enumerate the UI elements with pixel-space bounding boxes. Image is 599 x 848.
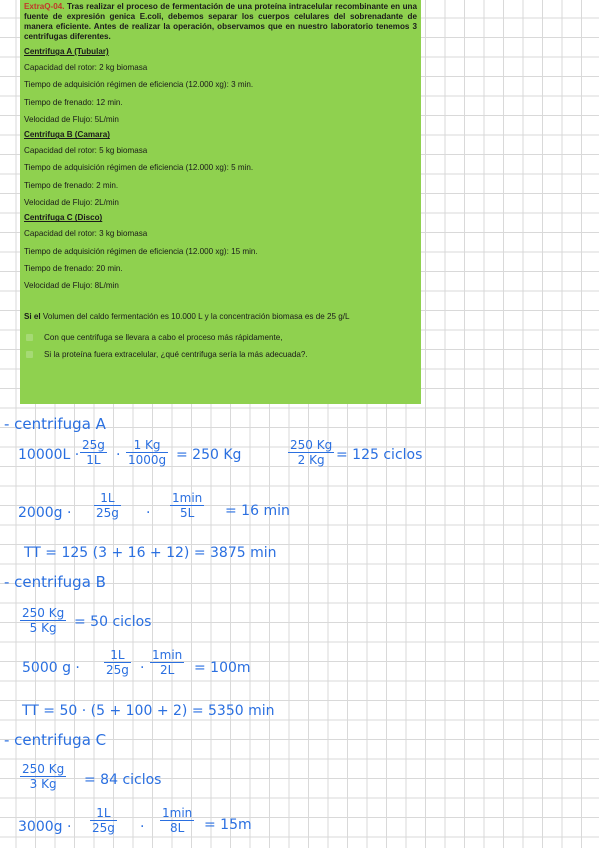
note-a-mass-result: = 250 Kg	[176, 447, 242, 463]
fraction-numerator: 1min	[152, 648, 183, 662]
note-a-dot: ·	[116, 447, 121, 463]
note-heading-b: - centrifuga B	[4, 573, 106, 591]
note-b2-fraction-time	[150, 648, 184, 677]
question-text: Con que centrifuga se llevara a cabo el proceso más rápidamente,	[44, 332, 283, 342]
fraction-denominator: 1000g	[128, 453, 167, 467]
fraction-denominator: 2 Kg	[297, 453, 325, 467]
bullet-icon	[26, 334, 33, 341]
fraction-numerator: 250 Kg	[22, 606, 65, 620]
note-b2-dot: ·	[140, 660, 145, 676]
fraction-denominator: 2L	[159, 663, 175, 677]
centrifuge-c-acquisition-time: Tiempo de adquisición régimen de eficiencia (12.000 xg): 15 min.	[24, 246, 258, 256]
centrifuge-a-flow-rate: Velocidad de Flujo: 5L/min	[24, 114, 119, 124]
fraction-numerator: 1min	[172, 491, 203, 505]
question-text: Si la proteína fuera extracelular, ¿qué centrifuga sería la más adecuada?.	[44, 349, 308, 359]
centrifuge-c-braking-time: Tiempo de frenado: 20 min.	[24, 263, 123, 273]
note-heading-c: - centrifuga C	[4, 731, 107, 749]
centrifuge-c-capacity: Capacidad del rotor: 3 kg biomasa	[24, 229, 148, 239]
problem-statement	[24, 310, 417, 323]
centrifuge-a-braking-time: Tiempo de frenado: 12 min.	[24, 97, 123, 107]
bullet-icon	[26, 351, 33, 358]
note-a2-fraction-volume	[94, 491, 121, 520]
fraction-denominator: 25g	[96, 506, 119, 520]
centrifuge-b-capacity: Capacidad del rotor: 5 kg biomasa	[24, 146, 148, 156]
centrifuge-b-title: Centrifuga B (Camara)	[24, 130, 110, 140]
statement-text: Volumen del caldo fermentación es 10.000 L y la concentración biomasa es de 25 g/L	[40, 311, 350, 321]
note-c-cycles: = 84 ciclos	[84, 772, 162, 788]
fraction-denominator: 5L	[179, 506, 195, 520]
centrifuge-a-capacity: Capacidad del rotor: 2 kg biomasa	[24, 63, 148, 72]
centrifuge-a-title: Centrifuga A (Tubular)	[24, 47, 109, 56]
note-a-total-time: TT = 125 (3 + 16 + 12) = 3875 min	[24, 545, 277, 561]
fraction-numerator: 1L	[94, 491, 121, 506]
note-c-fraction-cycles	[20, 762, 66, 791]
note-a-fraction-cycles	[288, 438, 334, 467]
note-a-fraction-kg	[126, 438, 168, 467]
note-b-total-time: TT = 50 · (5 + 100 + 2) = 5350 min	[22, 703, 275, 719]
fraction-numerator: 25g	[82, 438, 105, 452]
note-b2-mass: 5000 g ·	[22, 660, 80, 676]
problem-code: ExtraQ-04.	[24, 2, 65, 11]
note-b-cycles: = 50 ciclos	[74, 614, 152, 630]
problem-box	[20, 0, 421, 404]
note-a-cycles: = 125 ciclos	[336, 447, 423, 463]
centrifuge-b-section	[24, 128, 417, 211]
fraction-numerator: 1L	[104, 648, 131, 663]
note-c2-fraction-volume	[90, 806, 117, 835]
centrifuge-c-title: Centrifuga C (Disco)	[24, 213, 103, 223]
note-b2-fraction-volume	[104, 648, 131, 677]
fraction-numerator: 1 Kg	[126, 438, 168, 453]
question-item	[24, 346, 417, 363]
note-a2-result: = 16 min	[225, 503, 290, 519]
centrifuge-b-braking-time: Tiempo de frenado: 2 min.	[24, 180, 119, 190]
problem-intro-text: Tras realizar el proceso de fermentación de una proteína intracelular recombinante en una fuente de expresión genica E.coli, debemos separar los cuerpos celulares del sobrenadante de manera eficiente. Antes de realizar la operación, observamos que en nuestro laboratorio tenemos 3 centrifugas diferentes.	[24, 2, 417, 41]
note-b2-result: = 100m	[194, 660, 251, 676]
fraction-numerator: 250 Kg	[22, 762, 65, 776]
centrifuge-c-section	[24, 211, 417, 294]
centrifuge-c-flow-rate: Velocidad de Flujo: 8L/min	[24, 281, 119, 291]
fraction-denominator: 8L	[169, 821, 185, 835]
centrifuge-b-flow-rate: Velocidad de Flujo: 2L/min	[24, 198, 119, 208]
fraction-numerator: 1L	[90, 806, 117, 821]
note-c2-dot: ·	[140, 819, 145, 835]
note-b-fraction-cycles	[20, 606, 66, 635]
note-c2-mass: 3000g ·	[18, 819, 72, 835]
fraction-denominator: 1L	[86, 453, 101, 467]
note-a-fraction-concentration	[80, 438, 107, 467]
fraction-denominator: 25g	[106, 663, 129, 677]
fraction-numerator: 1min	[162, 806, 193, 820]
note-heading-a: - centrifuga A	[4, 415, 106, 433]
fraction-denominator: 3 Kg	[29, 777, 57, 791]
note-a-volume: 10000L ·	[18, 447, 80, 463]
problem-intro	[24, 2, 417, 42]
fraction-denominator: 25g	[92, 821, 115, 835]
centrifuge-a-section	[24, 45, 417, 128]
question-item	[24, 329, 417, 346]
note-a2-dot: ·	[146, 505, 151, 521]
note-c2-result: = 15m	[204, 817, 252, 833]
statement-bold: Si el	[24, 311, 41, 321]
fraction-numerator: 250 Kg	[290, 438, 333, 452]
centrifuge-b-acquisition-time: Tiempo de adquisición régimen de eficiencia (12.000 xg): 5 min.	[24, 163, 254, 173]
note-c2-fraction-time	[160, 806, 194, 835]
note-a2-fraction-time	[170, 491, 204, 520]
centrifuge-a-acquisition-time: Tiempo de adquisición régimen de eficiencia (12.000 xg): 3 min.	[24, 80, 254, 90]
note-a2-mass: 2000g ·	[18, 505, 72, 521]
fraction-denominator: 5 Kg	[29, 621, 57, 635]
